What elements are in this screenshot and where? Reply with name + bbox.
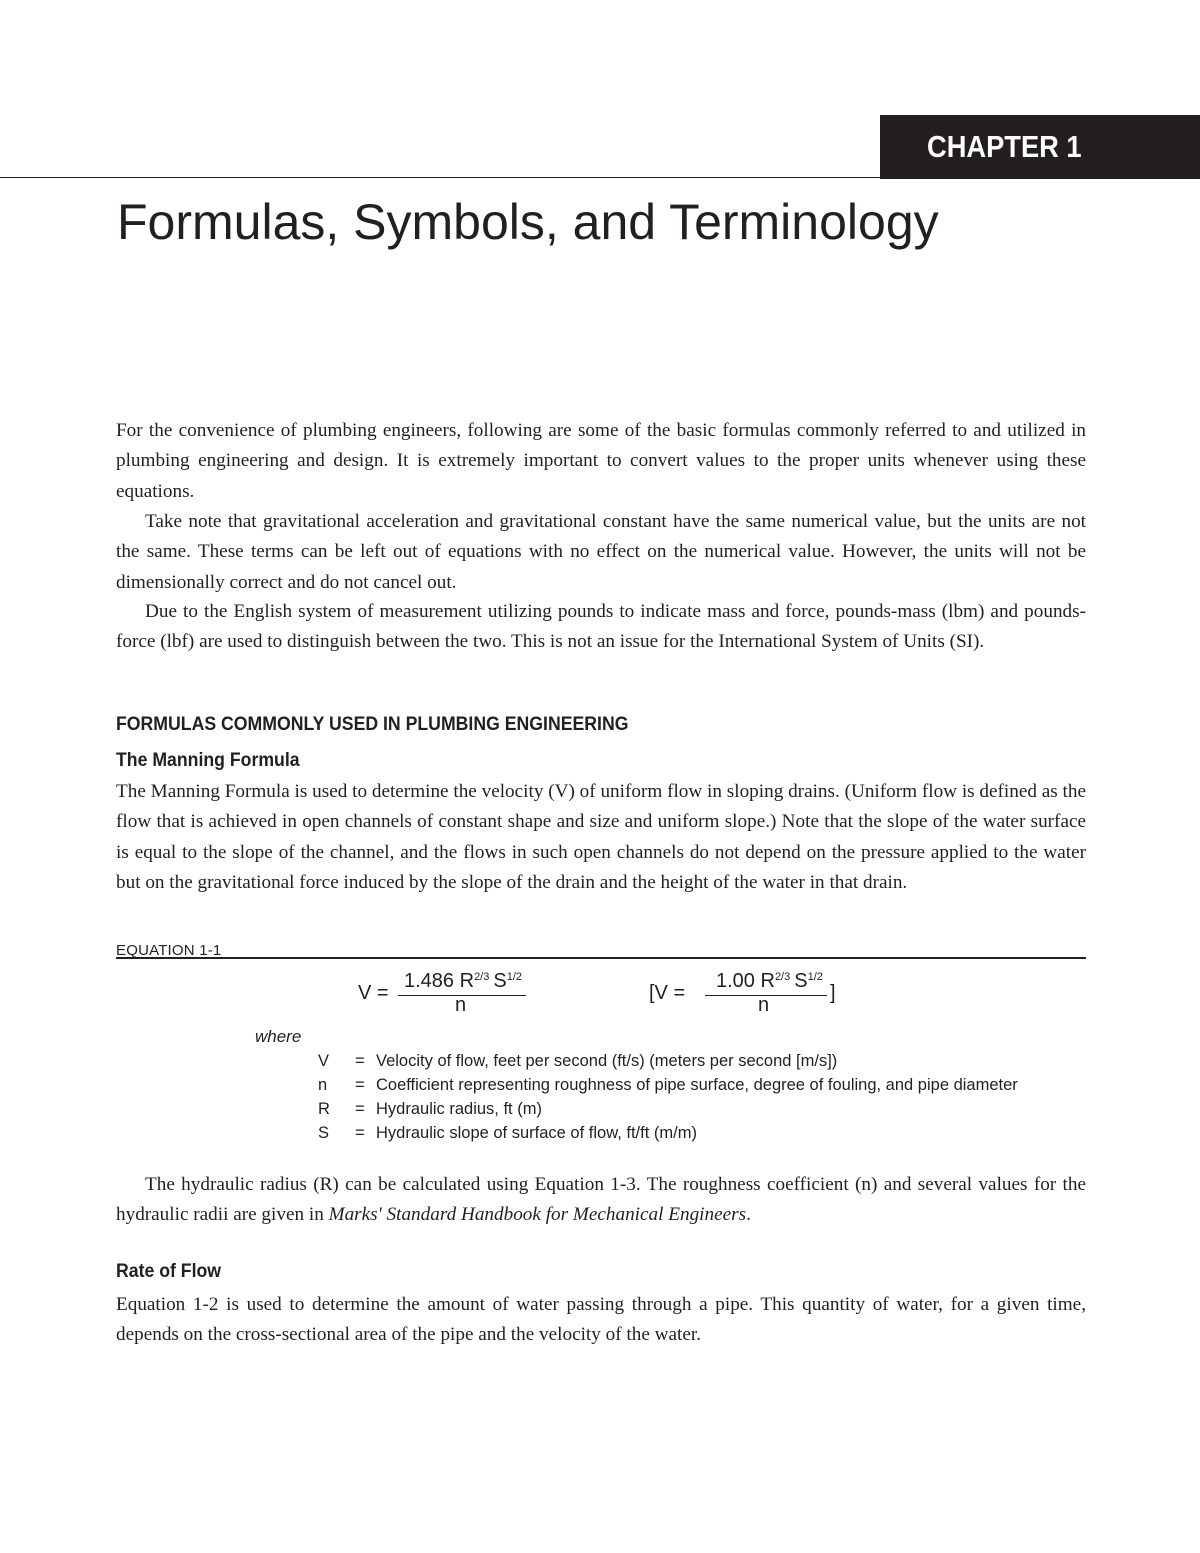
rate-of-flow-paragraph: Equation 1-2 is used to determine the amount of water passing through a pipe. This quantity of water, for a given time, depends on the cross-sectional area of the pipe and the velocity of the water. [116, 1294, 1086, 1346]
definition-symbol: S [318, 1124, 330, 1142]
intro-paragraph-2: Take note that gravitational acceleration and gravitational constant have the same numerical value, but the units are not the same. These terms can be left out of equations with no effect on the numerical value. However, the units will not be dimensionally correct and do not cancel out. [116, 511, 1086, 593]
intro-paragraph-3: Due to the English system of measurement utilizing pounds to indicate mass and force, pounds-mass (lbm) and pounds-force (lbf) are used to distinguish between the two. This is not an issue for the International System of Units (SI). [116, 601, 1086, 653]
where-label: where [255, 1027, 302, 1046]
hydraulic-radius-paragraph: The hydraulic radius (R) can be calculated using Equation 1-3. The roughness coefficient (n) and several values for the hydraulic radii are given in Marks' Standard Handbook for Mechanical Engineers. [116, 1174, 1086, 1226]
equation-lhs: [V = [649, 982, 686, 1004]
definition-text: Coefficient representing roughness of pipe surface, degree of fouling, and pipe diameter [376, 1076, 1018, 1094]
definition-equals: = [355, 1124, 365, 1142]
equation-label: EQUATION 1-1 [116, 942, 222, 959]
definition-text: Hydraulic slope of surface of flow, ft/ft (m/m) [376, 1124, 697, 1142]
equation-numerator: 1.00 $R^{2/3}$ $S^{1/2}$ [716, 970, 823, 992]
chapter-rule [0, 177, 882, 178]
equation-lhs: V = [358, 982, 389, 1004]
definition-symbol: V [318, 1052, 330, 1070]
chapter-tab [880, 115, 1200, 179]
equation-rule [116, 957, 1086, 959]
definition-equals: = [355, 1076, 365, 1094]
page-title: Formulas, Symbols, and Terminology [117, 194, 939, 250]
equation-numerator: 1.486 $R^{2/3}$ $S^{1/2}$ [404, 970, 523, 992]
definition-symbol: n [318, 1076, 328, 1094]
definition-equals: = [355, 1100, 365, 1118]
rate-of-flow-heading: Rate of Flow [116, 1261, 222, 1282]
manning-heading: The Manning Formula [116, 750, 300, 771]
manning-equation-english [358, 970, 538, 1020]
manning-equation-si [649, 970, 849, 1020]
definition-text: Hydraulic radius, ft (m) [376, 1100, 542, 1118]
chapter-label: CHAPTER 1 [927, 129, 1082, 164]
equation-close-bracket: ] [830, 982, 836, 1004]
equation-denominator: n [758, 994, 770, 1016]
equation-denominator: n [455, 994, 467, 1016]
intro-paragraph-1: For the convenience of plumbing engineers, following are some of the basic formulas commonly referred to and utilized in plumbing engineering and design. It is extremely important to convert values to the proper units whenever using these equations. [116, 420, 1086, 502]
section-heading: FORMULAS COMMONLY USED IN PLUMBING ENGINEERING [116, 714, 629, 735]
definition-text: Velocity of flow, feet per second (ft/s) (meters per second [m/s]) [376, 1052, 838, 1070]
manning-paragraph: The Manning Formula is used to determine the velocity (V) of uniform flow in sloping drains. (Uniform flow is defined as the flow that is achieved in open channels of constant shape and size and uniform slope.) Note that the slope of the water surface is equal to the slope of the channel, and the flows in such open channels do not depend on the pressure applied to the water but on the gravitational force induced by the slope of the drain and the height of the water in that drain. [116, 781, 1086, 893]
definition-equals: = [355, 1052, 365, 1070]
definition-symbol: R [318, 1100, 330, 1118]
handbook-citation: Marks' Standard Handbook for Mechanical Engineers [328, 1204, 747, 1226]
